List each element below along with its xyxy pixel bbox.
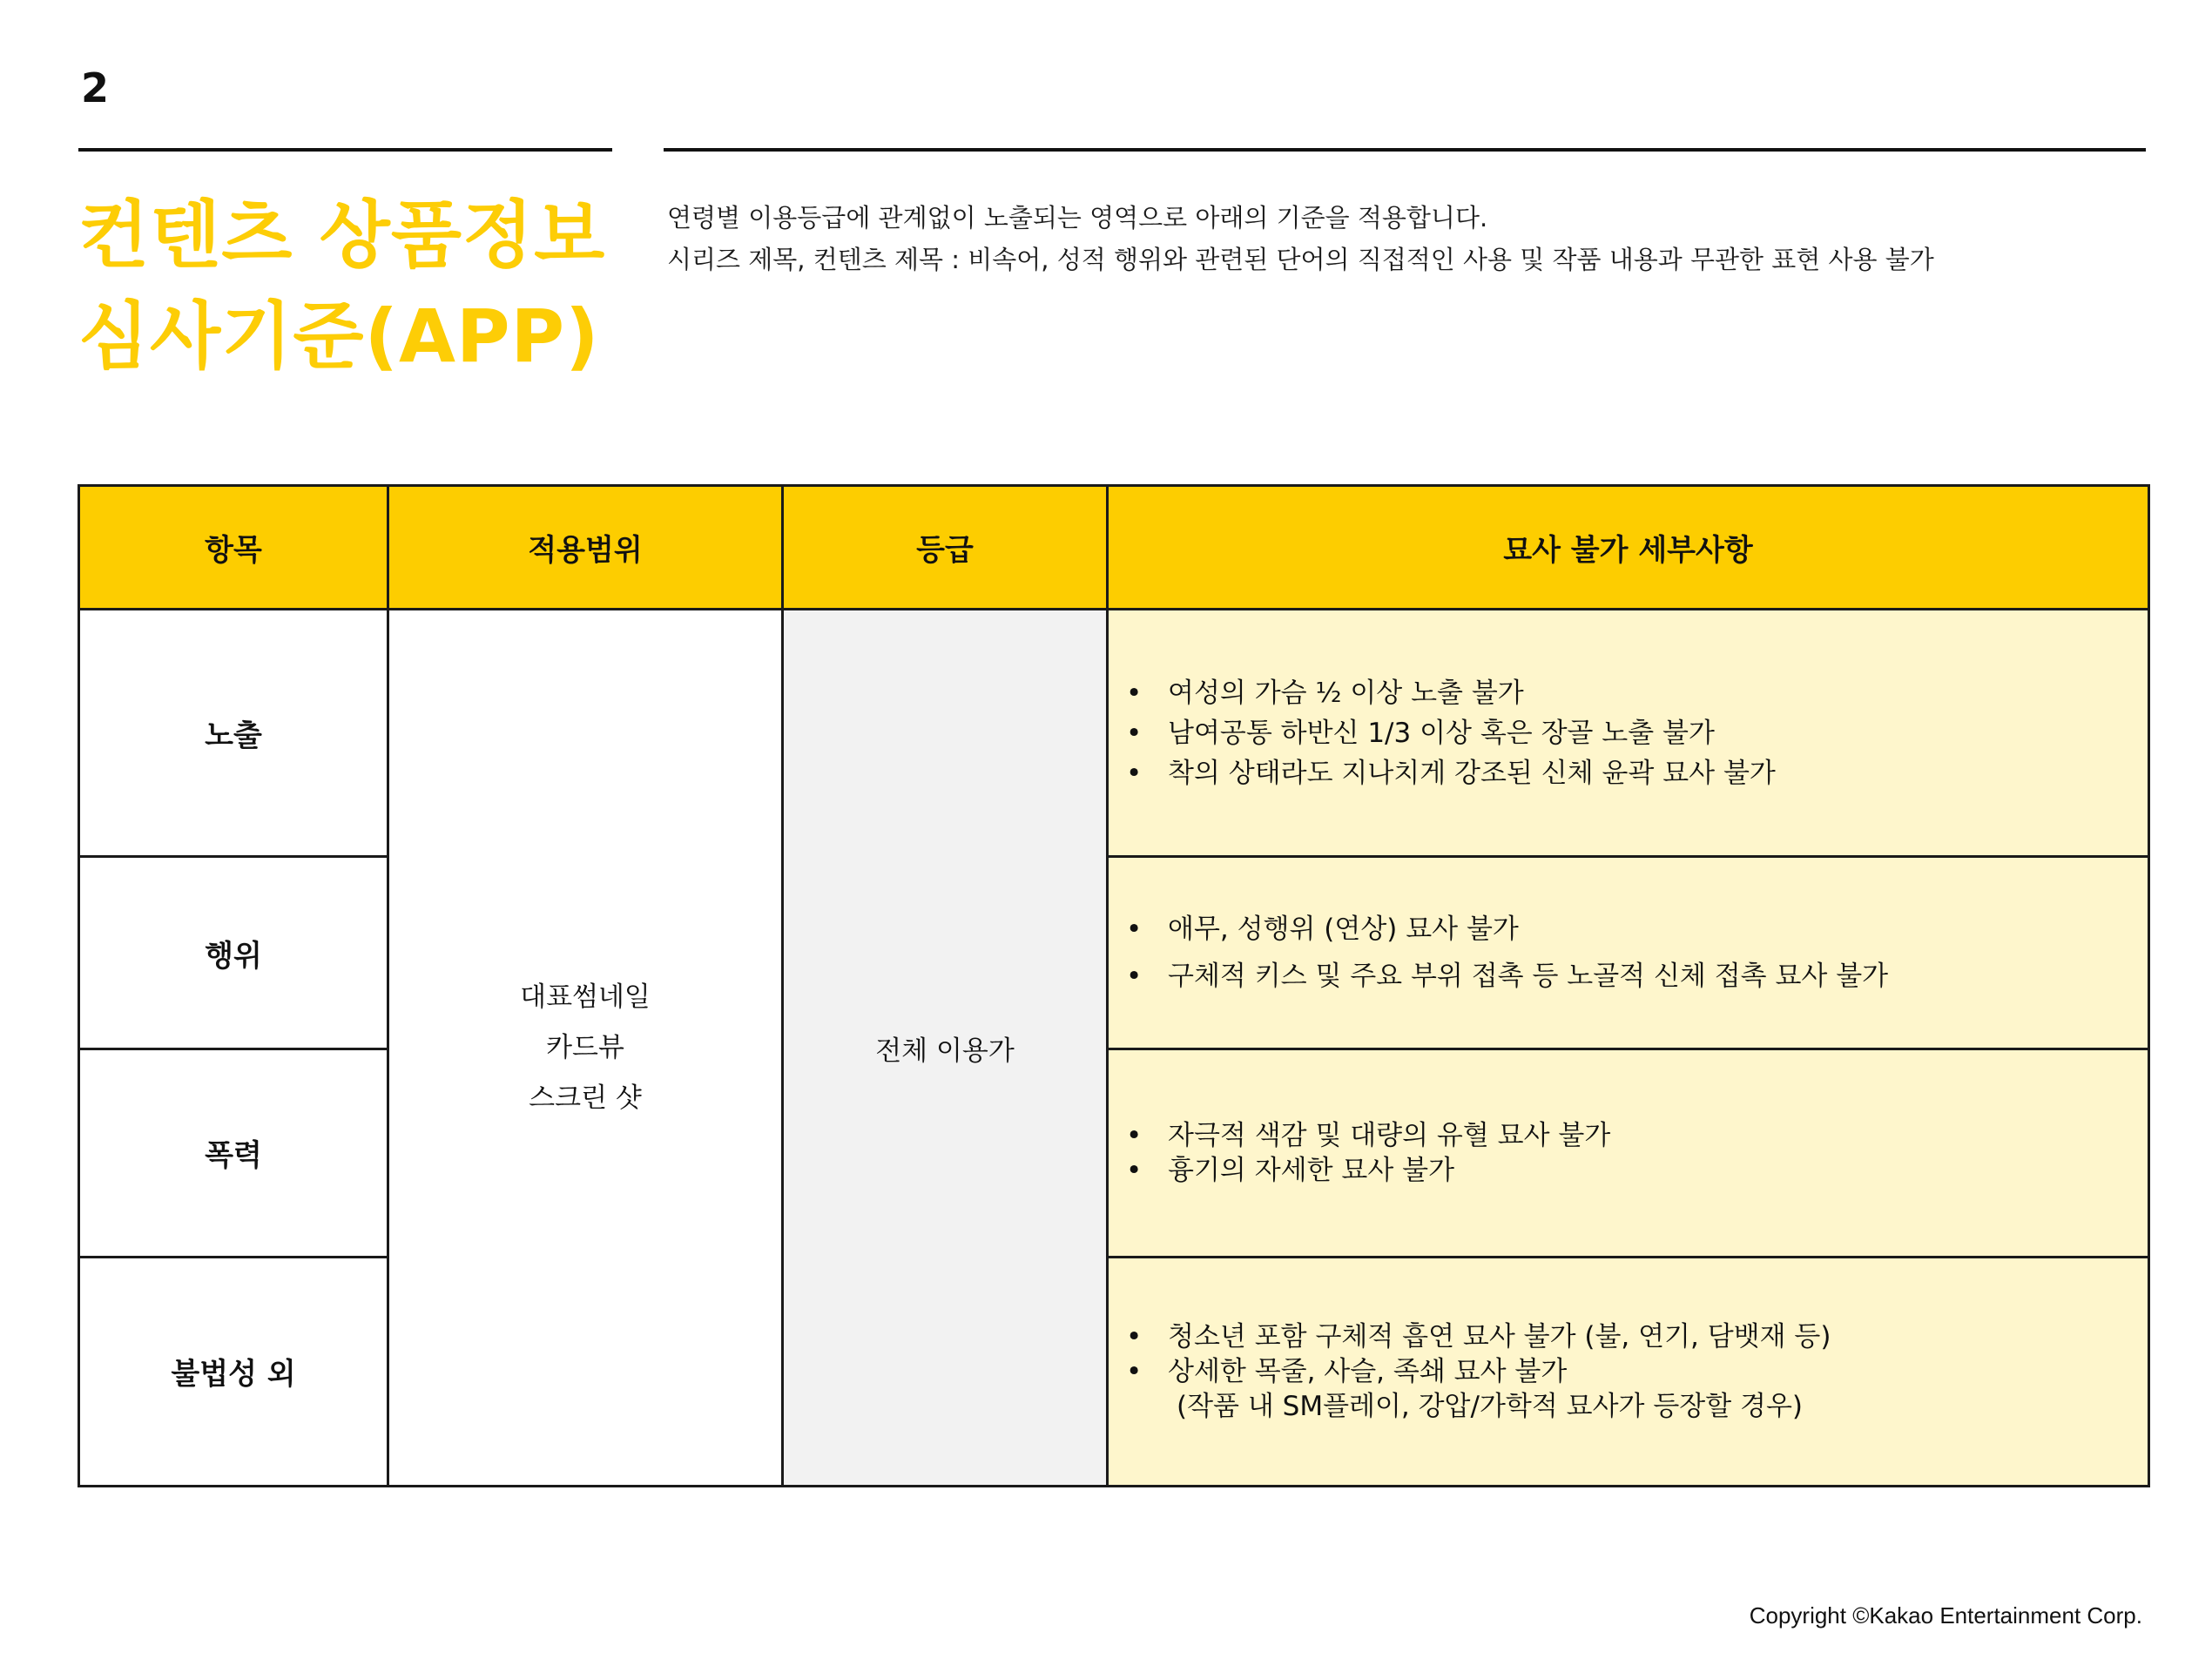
grade-cell: 전체 이용가: [783, 610, 1108, 1487]
intro-line-1: 연령별 이용등급에 관계없이 노출되는 영역으로 아래의 기준을 적용합니다.: [667, 203, 1488, 233]
table-header-row: [79, 486, 2149, 610]
list-item: • 흉기의 자세한 묘사 불가: [1126, 1154, 1455, 1186]
header-grade: 등급: [783, 486, 1108, 610]
item-violence: 폭력: [79, 1049, 388, 1258]
scope-cardview: 카드뷰: [546, 1032, 624, 1063]
item-action: 행위: [79, 857, 388, 1049]
criteria-table: [78, 484, 2150, 1487]
divider-right: [664, 148, 2146, 152]
page-title-line-2: 심사기준(APP): [78, 293, 600, 379]
intro-line-2: 시리즈 제목, 컨텐츠 제목 : 비속어, 성적 행위와 관련된 단어의 직접적인 사용 및 작품 내용과 무관한 표현 사용 불가: [667, 245, 1934, 274]
intro-text: [667, 197, 1934, 280]
list-item: • 애무, 성행위 (연상) 묘사 불가: [1126, 914, 1519, 946]
list-item: • 청소년 포함 구체적 흡연 묘사 불가 (불, 연기, 담뱃재 등): [1126, 1320, 1831, 1352]
list-item: • 남여공통 하반신 1/3 이상 혹은 장골 노출 불가: [1126, 717, 1715, 749]
table-row-exposure: [79, 610, 2149, 857]
details-action: [1108, 857, 2149, 1049]
divider-left: [78, 148, 612, 152]
list-item: • 상세한 목줄, 사슬, 족쇄 묘사 불가: [1126, 1355, 1568, 1387]
scope-cell: [388, 610, 783, 1487]
item-exposure: 노출: [79, 610, 388, 857]
scope-thumbnail: 대표썸네일: [520, 981, 651, 1013]
header-scope: 적용범위: [388, 486, 783, 610]
list-item: • 자극적 색감 및 대량의 유혈 묘사 불가: [1126, 1119, 1611, 1151]
page-number: 2: [81, 64, 110, 111]
copyright-text: Copyright ©Kakao Entertainment Corp.: [1749, 1602, 2142, 1629]
scope-screenshot: 스크린 샷: [529, 1082, 642, 1114]
list-item: • 구체적 키스 및 주요 부위 접촉 등 노골적 신체 접촉 묘사 불가: [1126, 961, 1889, 993]
header-details: 묘사 불가 세부사항: [1108, 486, 2149, 610]
item-illegal: 불법성 외: [79, 1257, 388, 1486]
details-note: (작품 내 SM플레이, 강압/가학적 묘사가 등장할 경우): [1177, 1390, 1804, 1422]
list-item: • 착의 상태라도 지나치게 강조된 신체 윤곽 묘사 불가: [1126, 757, 1776, 789]
details-exposure: [1108, 610, 2149, 857]
details-illegal: [1108, 1257, 2149, 1486]
details-violence: [1108, 1049, 2149, 1258]
list-item: • 여성의 가슴 ½ 이상 노출 불가: [1126, 677, 1524, 709]
page-title: [78, 185, 605, 387]
header-item: 항목: [79, 486, 388, 610]
page-title-line-1: 컨텐츠 상품정보: [78, 192, 606, 278]
